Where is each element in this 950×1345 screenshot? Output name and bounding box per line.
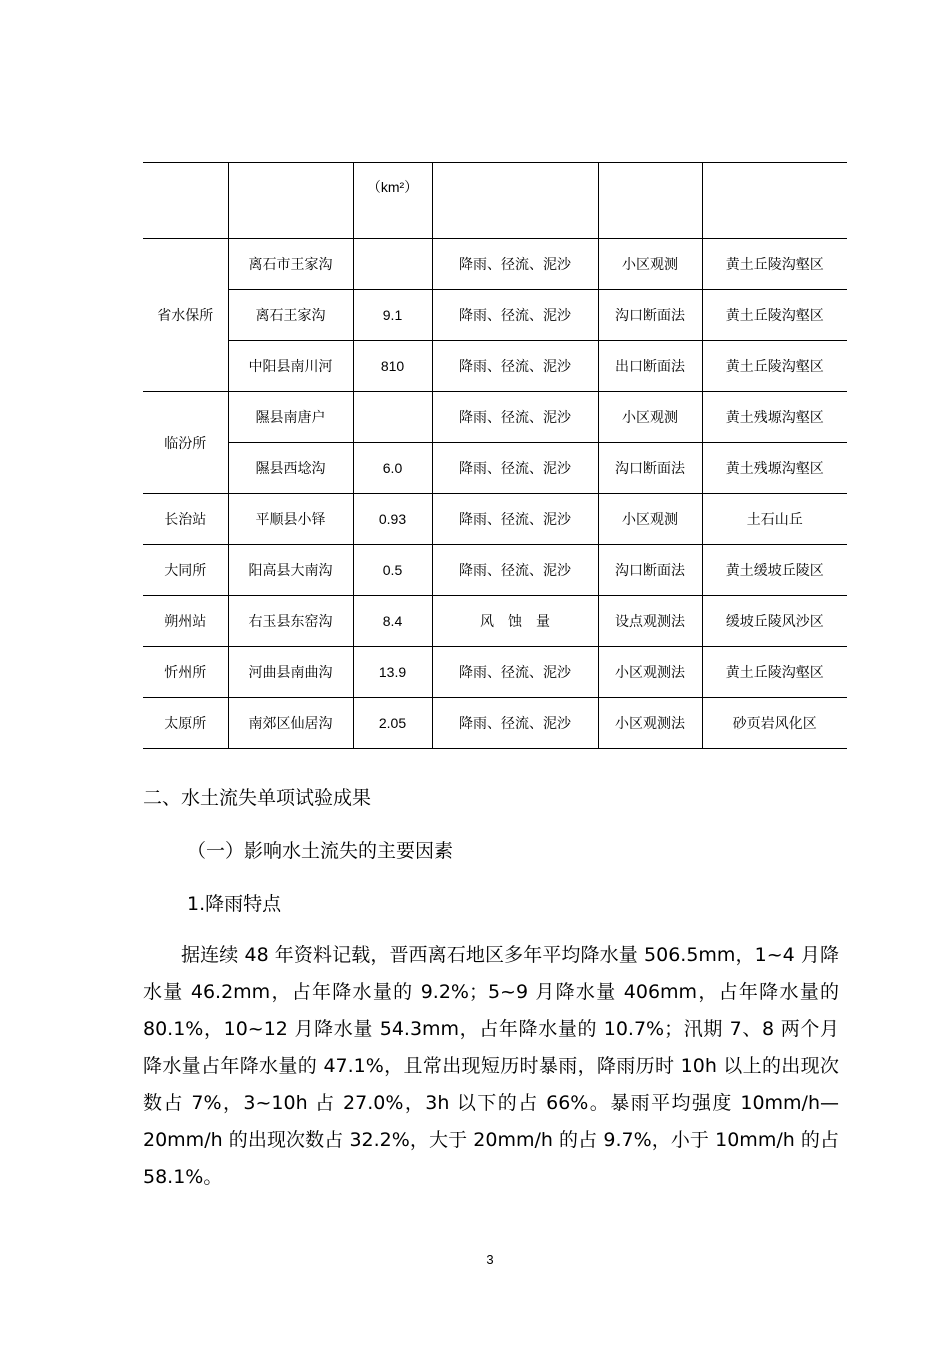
zone-cell: 黄土丘陵沟壑区 — [702, 341, 847, 392]
site-cell: 右玉县东窑沟 — [228, 596, 353, 647]
area-cell: 0.5 — [353, 545, 432, 596]
paragraph-text: 据连续 48 年资料记载，晋西离石地区多年平均降水量 506.5mm，1~4 月降水量 46.2mm，占年降水量的 9.2%；5~9 月降水量 406mm，占年降水量的 80.1%，10~12 月降水量 54.3mm，占年降水量的 10.7%；汛期 7、8 两个月降水量占年降水量的 47.1%，且常出现短历时暴雨，降雨历时 10h 以上的出现次数占 7%，3~10h 占 27.0%，3h 以下的占 66%。暴雨平均强度 10mm/h— 20mm/h 的出现次数占 32.2%，大于 20mm/h 的占 9.7%，小于 10mm/h 的占 58.1%。 — [143, 944, 839, 1188]
area-cell — [353, 392, 432, 443]
items-cell: 降雨、径流、泥沙 — [432, 647, 598, 698]
method-cell: 沟口断面法 — [598, 545, 702, 596]
area-unit: （km²） — [366, 179, 419, 195]
table-cell — [598, 163, 702, 239]
area-unit-cell — [353, 163, 432, 239]
zone-cell: 黄土缓坡丘陵区 — [702, 545, 847, 596]
table-row — [143, 647, 847, 698]
table-cell — [702, 163, 847, 239]
table-row — [143, 494, 847, 545]
items-cell: 降雨、径流、泥沙 — [432, 290, 598, 341]
site-cell: 南郊区仙居沟 — [228, 698, 353, 749]
area-cell: 2.05 — [353, 698, 432, 749]
site-cell: 隰县西埝沟 — [228, 443, 353, 494]
area-cell: 9.1 — [353, 290, 432, 341]
org-cell: 太原所 — [143, 698, 228, 749]
site-cell: 离石市王家沟 — [228, 239, 353, 290]
method-cell: 小区观测法 — [598, 698, 702, 749]
org-cell: 省水保所 — [143, 239, 228, 392]
org-cell: 忻州所 — [143, 647, 228, 698]
items-cell: 降雨、径流、泥沙 — [432, 239, 598, 290]
area-cell: 13.9 — [353, 647, 432, 698]
site-cell: 离石王家沟 — [228, 290, 353, 341]
method-cell: 沟口断面法 — [598, 443, 702, 494]
rainfall-paragraph — [143, 937, 839, 1196]
org-cell: 朔州站 — [143, 596, 228, 647]
table-row — [143, 239, 847, 290]
items-cell: 降雨、径流、泥沙 — [432, 392, 598, 443]
zone-cell: 黄土残塬沟壑区 — [702, 443, 847, 494]
area-cell: 0.93 — [353, 494, 432, 545]
monitoring-stations-table — [143, 162, 847, 749]
subsection-heading: （一）影响水土流失的主要因素 — [187, 840, 454, 862]
items-cell: 降雨、径流、泥沙 — [432, 494, 598, 545]
method-cell: 小区观测法 — [598, 647, 702, 698]
method-cell: 小区观测 — [598, 239, 702, 290]
section-heading: 二、水土流失单项试验成果 — [143, 787, 372, 809]
area-cell — [353, 239, 432, 290]
method-cell: 小区观测 — [598, 494, 702, 545]
org-cell: 大同所 — [143, 545, 228, 596]
zone-cell: 缓坡丘陵风沙区 — [702, 596, 847, 647]
method-cell: 出口断面法 — [598, 341, 702, 392]
item-heading: 1.降雨特点 — [187, 893, 282, 915]
org-cell: 长治站 — [143, 494, 228, 545]
items-cell: 降雨、径流、泥沙 — [432, 443, 598, 494]
area-cell: 6.0 — [353, 443, 432, 494]
area-cell: 810 — [353, 341, 432, 392]
zone-cell: 黄土丘陵沟壑区 — [702, 290, 847, 341]
items-cell: 降雨、径流、泥沙 — [432, 545, 598, 596]
method-cell: 设点观测法 — [598, 596, 702, 647]
table-row — [143, 698, 847, 749]
items-cell: 降雨、径流、泥沙 — [432, 341, 598, 392]
table-row — [143, 545, 847, 596]
table-cell — [143, 163, 228, 239]
table-row — [143, 341, 847, 392]
zone-cell: 黄土残塬沟壑区 — [702, 392, 847, 443]
table-row — [143, 290, 847, 341]
method-cell: 小区观测 — [598, 392, 702, 443]
site-cell: 河曲县南曲沟 — [228, 647, 353, 698]
method-cell: 沟口断面法 — [598, 290, 702, 341]
table-row — [143, 443, 847, 494]
org-cell: 临汾所 — [143, 392, 228, 494]
zone-cell: 土石山丘 — [702, 494, 847, 545]
zone-cell: 砂页岩风化区 — [702, 698, 847, 749]
zone-cell: 黄土丘陵沟壑区 — [702, 239, 847, 290]
items-cell: 降雨、径流、泥沙 — [432, 698, 598, 749]
zone-cell: 黄土丘陵沟壑区 — [702, 647, 847, 698]
site-cell: 阳高县大南沟 — [228, 545, 353, 596]
page-number: 3 — [486, 1252, 494, 1267]
site-cell: 平顺县小铎 — [228, 494, 353, 545]
table-header-row — [143, 163, 847, 239]
table-cell — [228, 163, 353, 239]
table-row — [143, 596, 847, 647]
table-cell — [432, 163, 598, 239]
table-row — [143, 392, 847, 443]
items-cell: 风 蚀 量 — [432, 596, 598, 647]
area-cell: 8.4 — [353, 596, 432, 647]
site-cell: 中阳县南川河 — [228, 341, 353, 392]
site-cell: 隰县南唐户 — [228, 392, 353, 443]
